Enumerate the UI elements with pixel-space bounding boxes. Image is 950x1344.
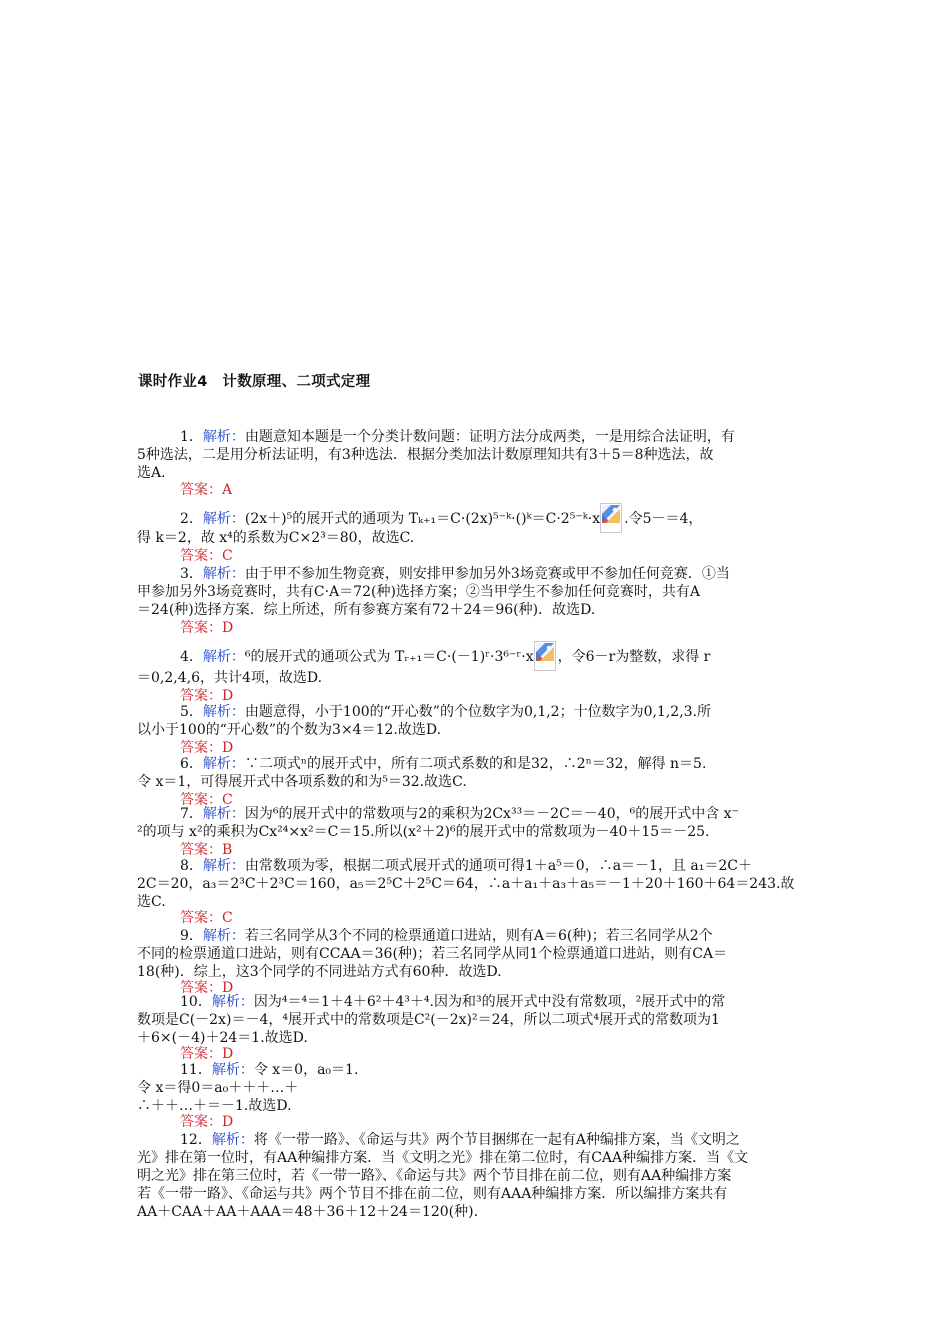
broken-formula-image-icon bbox=[534, 641, 556, 671]
analysis-label: 解析： bbox=[211, 1132, 254, 1148]
solution-line bbox=[180, 927, 713, 945]
solution-text-line: 5种选法，二是用分析法证明，有3种选法．根据分类加法计数原理知共有3＋5＝8种选法，故 bbox=[137, 447, 714, 463]
answer-label: 答案：C bbox=[180, 910, 233, 926]
answer-label: 答案：C bbox=[180, 792, 233, 808]
question-number: 9． bbox=[180, 928, 203, 944]
solution-text-line: ＝0,2,4,6，共计4项，故选D. bbox=[137, 670, 323, 686]
answer-line bbox=[180, 909, 233, 927]
solution-text-line: 数项是C(－2x)＝－4，⁴展开式中的常数项是C²(－2x)²＝24，所以二项式⁴展开式的常数项为1 bbox=[137, 1012, 720, 1028]
solution-text: 由题意得，小于100的“开心数”的个位数字为0,1,2；十位数字为0,1,2,3.所 bbox=[244, 704, 712, 720]
question-number: 8． bbox=[180, 858, 203, 874]
solution-text-line: 明之光》排在第三位时，若《一带一路》、《命运与共》两个节目排在前二位，则有AA种编排方案 bbox=[137, 1168, 732, 1184]
solution-text-line: 选A. bbox=[137, 465, 166, 481]
solution-line bbox=[180, 641, 710, 671]
solution-text-line: ＝24(种)选择方案．综上所述，所有参赛方案有72＋24＝96(种)．故选D. bbox=[137, 602, 596, 618]
solution-line bbox=[180, 755, 706, 773]
solution-line bbox=[180, 565, 730, 583]
solution-text-line: 不同的检票通道口进站，则有CCAA＝36(种)；若三名同学从同1个检票通道口进站，则有CA＝ bbox=[137, 946, 728, 962]
analysis-label: 解析： bbox=[202, 858, 245, 874]
solution-line bbox=[180, 428, 735, 446]
solution-line bbox=[180, 703, 711, 721]
solution-text-line: 得 k＝2，故 x⁴的系数为C×2³＝80，故选C. bbox=[137, 530, 415, 546]
question-number: 1． bbox=[180, 429, 203, 445]
analysis-label: 解析： bbox=[202, 649, 245, 665]
analysis-label: 解析： bbox=[202, 566, 245, 582]
solution-line bbox=[180, 993, 725, 1011]
solution-text-line: 令 x＝1，可得展开式中各项系数的和为⁵＝32.故选C. bbox=[137, 774, 467, 790]
question-number: 10． bbox=[180, 994, 212, 1010]
broken-formula-image-icon bbox=[600, 503, 622, 533]
solution-text: ⁶的展开式的通项公式为 Tᵣ₊₁＝C·(－1)ʳ·3⁶⁻ʳ·x bbox=[244, 649, 534, 665]
solution-text-line: ∴＋＋…＋＝－1.故选D. bbox=[137, 1098, 292, 1114]
solution-text: 由题意知本题是一个分类计数问题：证明方法分成两类，一是用综合法证明，有 bbox=[244, 429, 735, 445]
solution-text: 因为⁴＝⁴＝1＋4＋6²＋4³＋⁴.因为和³的展开式中没有常数项，²展开式中的常 bbox=[253, 994, 726, 1010]
solution-text: 令 x＝0，a₀＝1. bbox=[253, 1062, 359, 1078]
answer-label: 答案：A bbox=[180, 482, 233, 498]
analysis-label: 解析： bbox=[211, 994, 254, 1010]
analysis-label: 解析： bbox=[202, 704, 245, 720]
solution-text-line: 若《一带一路》、《命运与共》两个节目不排在前二位，则有AAA种编排方案．所以编排方案共有 bbox=[137, 1186, 728, 1202]
answer-line bbox=[180, 1113, 233, 1131]
analysis-label: 解析： bbox=[202, 806, 245, 822]
solution-text: 因为⁶的展开式中的常数项与2的乘积为2Cx³³＝－2C＝－40，⁶的展开式中含 x⁻ bbox=[244, 806, 739, 822]
question-number: 7． bbox=[180, 806, 203, 822]
question-number: 4． bbox=[180, 649, 203, 665]
analysis-label: 解析： bbox=[211, 1062, 254, 1078]
solution-line bbox=[180, 857, 752, 875]
answer-label: 答案：D bbox=[180, 620, 234, 636]
solution-text: 将《一带一路》、《命运与共》两个节目捆绑在一起有A种编排方案，当《文明之 bbox=[253, 1132, 740, 1148]
answer-line bbox=[180, 481, 232, 499]
page-title: 课时作业4 计数原理、二项式定理 bbox=[138, 374, 371, 390]
answer-label: 答案：D bbox=[180, 1046, 234, 1062]
solution-text: ∵二项式ⁿ的展开式中，所有二项式系数的和是32，∴2ⁿ＝32，解得 n＝5. bbox=[244, 756, 707, 772]
solution-text-line: ²的项与 x²的乘积为Cx²⁴×x²＝C＝15.所以(x²＋2)⁶的展开式中的常数项为－40＋15＝－25. bbox=[137, 824, 710, 840]
answer-label: 答案：D bbox=[180, 688, 234, 704]
solution-text-line: 选C. bbox=[137, 894, 166, 910]
solution-line bbox=[180, 1061, 358, 1079]
solution-text-continued: .令5－＝4， bbox=[624, 511, 703, 527]
answer-line bbox=[180, 619, 233, 637]
question-number: 11． bbox=[180, 1062, 212, 1078]
question-number: 12． bbox=[180, 1132, 212, 1148]
solution-text-line: 光》排在第一位时，有AA种编排方案．当《文明之光》排在第二位时，有CAA种编排方案．当《文 bbox=[137, 1150, 749, 1166]
answer-label: 答案：D bbox=[180, 980, 234, 996]
answer-label: 答案：D bbox=[180, 1114, 234, 1130]
analysis-label: 解析： bbox=[202, 928, 245, 944]
answer-label: 答案：C bbox=[180, 548, 233, 564]
solution-text-continued: ，令6－r为整数，求得 r bbox=[557, 649, 711, 665]
solution-text: 若三名同学从3个不同的检票通道口进站，则有A＝6(种)；若三名同学从2个 bbox=[244, 928, 713, 944]
solution-line bbox=[180, 805, 739, 823]
question-number: 2． bbox=[180, 511, 203, 527]
answer-line bbox=[180, 547, 233, 565]
solution-text: (2x＋)⁵的展开式的通项为 Tₖ₊₁＝C·(2x)⁵⁻ᵏ·()ᵏ＝C·2⁵⁻ᵏ·x bbox=[244, 511, 601, 527]
analysis-label: 解析： bbox=[202, 429, 245, 445]
solution-text: 由常数项为零，根据二项式展开式的通项可得1＋a⁵＝0，∴a＝－1，且 a₁＝2C＋ bbox=[244, 858, 752, 874]
solution-text-line: AA＋CAA＋AA＋AAA＝48＋36＋12＋24＝120(种). bbox=[137, 1204, 479, 1220]
question-number: 5． bbox=[180, 704, 203, 720]
analysis-label: 解析： bbox=[202, 756, 245, 772]
question-number: 6． bbox=[180, 756, 203, 772]
solution-line bbox=[180, 1131, 740, 1149]
solution-text-line: 令 x＝得0＝a₀＋＋＋…＋ bbox=[137, 1080, 299, 1096]
question-number: 3． bbox=[180, 566, 203, 582]
solution-text-line: 以小于100的“开心数”的个数为3×4＝12.故选D. bbox=[137, 722, 442, 738]
solution-text: 由于甲不参加生物竞赛，则安排甲参加另外3场竞赛或甲不参加任何竞赛．①当 bbox=[244, 566, 730, 582]
solution-text-line: 2C＝20，a₃＝2³C＋2³C＝160，a₅＝2⁵C＋2⁵C＝64，∴a＋a₁＋a₃＋a₅＝－1＋20＋160＋64＝243.故 bbox=[137, 876, 795, 892]
solution-text-line: ＋6×(－4)＋24＝1.故选D. bbox=[137, 1030, 308, 1046]
answer-label: 答案：D bbox=[180, 740, 234, 756]
analysis-label: 解析： bbox=[202, 511, 245, 527]
solution-text-line: 甲参加另外3场竞赛时，共有C·A＝72(种)选择方案；②当甲学生不参加任何竞赛时，共有A bbox=[137, 584, 701, 600]
solution-text-line: 18(种)．综上，这3个同学的不同进站方式有60种．故选D. bbox=[137, 964, 502, 980]
answer-label: 答案：B bbox=[180, 842, 233, 858]
